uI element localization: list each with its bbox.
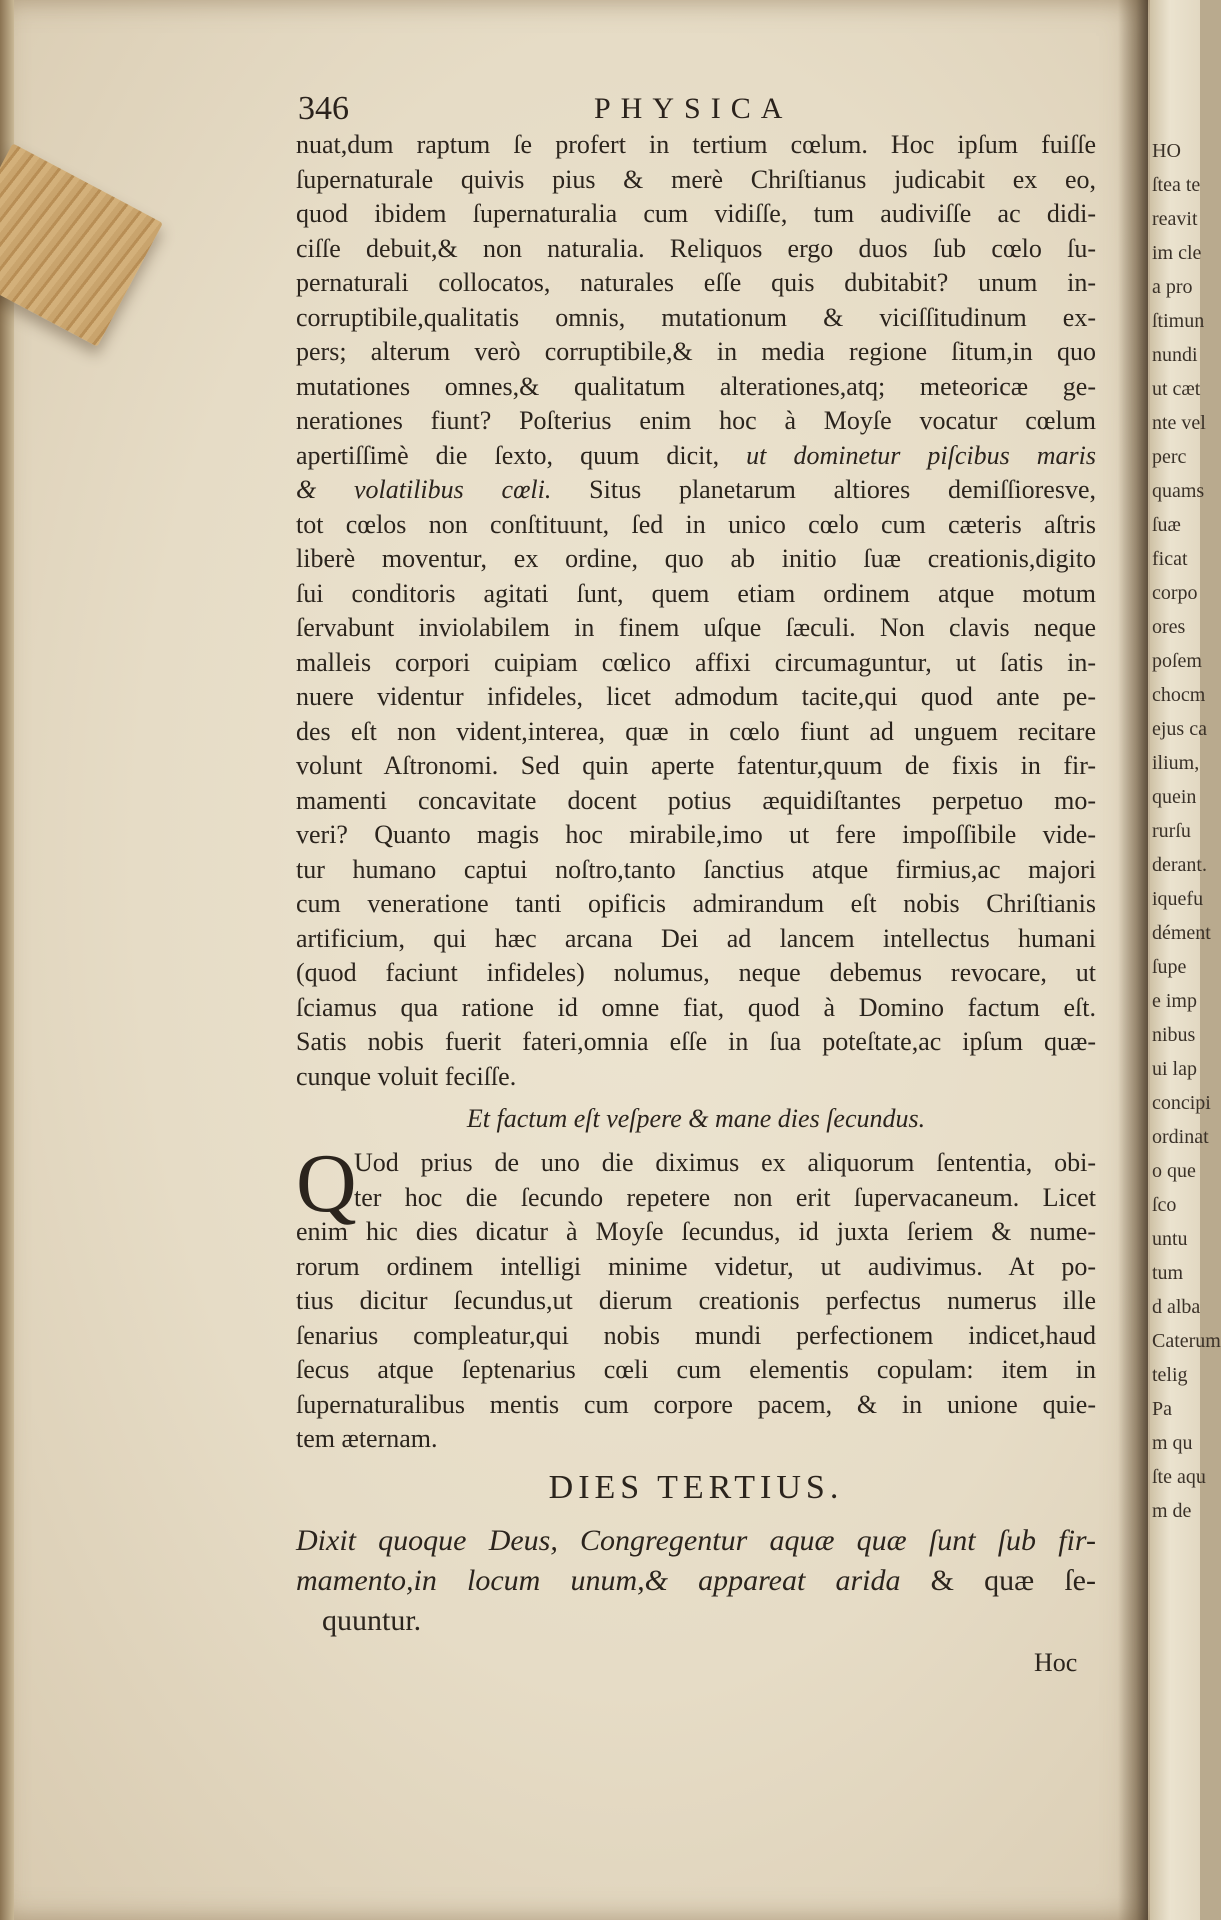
- text-line: liberè moventur, ex ordine, quo ab initio ſuæ creationis,digito: [296, 544, 1096, 573]
- text-line: des eſt non vident,interea, quæ in cœlo fiunt ad unguem recitare: [296, 716, 1096, 746]
- main-text: [296, 128, 1096, 1641]
- text-line: mutationes omnes,& qualitatum alterationes,atq; meteoricæ ge-: [296, 371, 1096, 401]
- next-page-fragment: perc: [1152, 446, 1187, 468]
- next-page-fragment: quein: [1152, 786, 1197, 808]
- text-line: mamenti concavitate docent potius æquidiſtantes perpetuo mo-: [296, 785, 1096, 815]
- binding-gutter: [1118, 0, 1148, 1920]
- text-line: nuere videntur infideles, licet admodum tacite,qui quod ante pe-: [296, 682, 1096, 711]
- next-page-fragment: e imp: [1152, 990, 1197, 1012]
- next-page-fragment: ficat: [1152, 548, 1188, 570]
- next-page-fragment: o que: [1152, 1160, 1196, 1182]
- paragraph-2-opening: [296, 1146, 1096, 1215]
- next-page-fragment: ordinat: [1152, 1126, 1209, 1148]
- next-page-fragment: reavit: [1152, 208, 1198, 230]
- next-page-fragment: ui lap: [1152, 1058, 1197, 1080]
- next-page-fragment: quams: [1152, 480, 1205, 502]
- text-line: pers; alterum verò corruptibile,& in media regione ſitum,in quo: [296, 337, 1096, 366]
- text-line: tem æternam.: [296, 1424, 438, 1453]
- text-line: ſciamus qua ratione id omne fiat, quod à Domino factum eſt.: [296, 992, 1096, 1022]
- next-page-fragment: ores: [1152, 616, 1186, 638]
- running-head: PHYSICA: [594, 92, 793, 125]
- text-line: cunque voluit feciſſe.: [296, 1061, 517, 1091]
- next-page-fragment: a pro: [1152, 276, 1193, 298]
- text-line: tot cœlos non conſtituunt, ſed in unico cœlo cum cæteris aſtris: [296, 509, 1096, 539]
- text-line: ſervabunt inviolabilem in finem uſque ſæculi. Non clavis neque: [296, 613, 1096, 642]
- next-page-fragment: rurſu: [1152, 820, 1191, 842]
- text-line: enim hic dies dicatur à Moyſe ſecundus, id juxta ſeriem & nume-: [296, 1217, 1096, 1246]
- paragraph-1: [296, 128, 1096, 439]
- next-page-fragment: HO: [1152, 140, 1181, 162]
- text-line: Satis nobis fuerit fateri,omnia eſſe in ſua poteſtate,ac ipſum quæ-: [296, 1027, 1096, 1056]
- text-line: volunt Aſtronomi. Sed quin aperte fatentur,quum de fixis in fir-: [296, 751, 1096, 780]
- next-page-fragment: tum: [1152, 1262, 1184, 1284]
- next-page-fragment: dément: [1152, 922, 1211, 944]
- text-line: apertiſſimè die ſexto, quum dicit, ut dominetur piſcibus maris: [296, 440, 1097, 470]
- next-page-fragment: ſupe: [1152, 956, 1187, 978]
- next-page-fragment: Caterum: [1152, 1330, 1221, 1352]
- verse-line: mamento,in locum unum,& appareat arida & quæ ſe-: [296, 1563, 1096, 1597]
- verse-line: quuntur.: [322, 1603, 422, 1637]
- text-line: & volatilibus cœli. Situs planetarum altiores demiſſioresve,: [296, 475, 1096, 504]
- next-page-fragment: iquefu: [1152, 888, 1204, 910]
- next-page-fragment: poſem: [1152, 650, 1202, 672]
- catchword: Hoc: [1034, 1648, 1078, 1677]
- text-line: ciſſe debuit,& non naturalia. Reliquos ergo duos ſub cœlo ſu-: [296, 233, 1096, 263]
- text-line: ſecus atque ſeptenarius cœli cum elementis copulam: item in: [296, 1355, 1096, 1384]
- bookmark-ribbon: [0, 143, 163, 346]
- text-line: artificium, qui hæc arcana Dei ad lancem intellectus humani: [296, 923, 1096, 953]
- next-page-fragment: ſco: [1152, 1194, 1177, 1216]
- next-page-fragment: nibus: [1152, 1024, 1196, 1046]
- next-page-fragment: chocm: [1152, 684, 1206, 706]
- next-page-fragment: ut cæt: [1152, 378, 1201, 400]
- next-page-fragment: untu: [1152, 1228, 1188, 1250]
- next-page-fragment: ſtimun: [1152, 310, 1205, 332]
- text-line: nuat,dum raptum ſe profert in tertium cœlum. Hoc ipſum fuiſſe: [296, 130, 1096, 159]
- page-number: 346: [298, 90, 349, 127]
- text-line: ſenarius compleatur,qui nobis mundi perfectionem indicet,haud: [296, 1320, 1096, 1350]
- text-line: Uod prius de uno die diximus ex aliquorum ſententia, obi-: [354, 1148, 1096, 1177]
- next-page-fragment: ſuæ: [1152, 514, 1181, 536]
- paragraph-1-continued: [296, 508, 1096, 1095]
- text-line: quod ibidem ſupernaturalia cum vidiſſe, tum audiviſſe ac didi-: [296, 199, 1096, 228]
- day-two-heading: Et factum eſt veſpere & mane dies ſecundus.: [466, 1104, 926, 1133]
- next-page-fragment: ejus ca: [1152, 718, 1207, 740]
- next-page-fragment: m qu: [1152, 1432, 1193, 1454]
- next-page-fragment: telig: [1152, 1364, 1188, 1386]
- text-line: tur humano captui noſtro,tanto ſanctius atque firmius,ac majori: [296, 854, 1096, 884]
- next-page-fragment: nte vel: [1152, 412, 1206, 434]
- next-page-fragment: ſte aqu: [1152, 1466, 1206, 1488]
- text-line: malleis corpori cuipiam cœlico affixi circumaguntur, ut ſatis in-: [296, 647, 1096, 677]
- next-page-fragment: d alba: [1152, 1296, 1201, 1318]
- next-page-fragment: concipi: [1152, 1092, 1211, 1114]
- text-line: tius dicitur ſecundus,ut dierum creationis perfectus numerus ille: [296, 1286, 1096, 1315]
- next-page-fragment: nundi: [1152, 344, 1198, 366]
- text-line: ſupernaturale quivis pius & merè Chriſtianus judicabit ex eo,: [296, 164, 1096, 194]
- text-line: pernaturali collocatos, naturales eſſe quis dubitabit? unum in-: [296, 268, 1096, 297]
- text-line: ter hoc die ſecundo repetere non erit ſupervacaneum. Licet: [354, 1182, 1096, 1212]
- text-line: corruptibile,qualitatis omnis, mutationum & viciſſitudinum ex-: [296, 302, 1096, 332]
- paragraph-2-body: [296, 1215, 1096, 1457]
- text-line: nerationes fiunt? Poſterius enim hoc à Moyſe vocatur cœlum: [296, 406, 1096, 435]
- text-line: ſui conditoris agitati ſunt, quem etiam ordinem atque motum: [296, 578, 1096, 608]
- next-page-fragment: m de: [1152, 1500, 1192, 1522]
- next-page-fragment: ſtea te: [1152, 174, 1201, 196]
- next-page-fragment: derant.: [1152, 854, 1207, 876]
- next-page-fragment: ilium,: [1152, 752, 1200, 774]
- next-page-edge: [1150, 0, 1221, 1920]
- verse-line: Dixit quoque Deus, Congregentur aquæ quæ ſunt ſub fir-: [296, 1523, 1096, 1557]
- text-line: rorum ordinem intelligi minime videtur, ut audivimus. At po-: [296, 1251, 1096, 1281]
- next-page-fragment: Pa: [1152, 1398, 1172, 1420]
- section-title: DIES TERTIUS.: [548, 1468, 844, 1506]
- text-line: (quod faciunt infideles) nolumus, neque debemus revocare, ut: [296, 958, 1096, 987]
- text-line: cum veneratione tanti opificis admirandum eſt nobis Chriſtianis: [296, 889, 1096, 918]
- text-line: veri? Quanto magis hoc mirabile,imo ut fere impoſſibile vide-: [296, 820, 1096, 849]
- next-page-fragment: corpo: [1152, 582, 1198, 604]
- text-line: ſupernaturalibus mentis cum corpore pacem, & in unione quie-: [296, 1389, 1096, 1419]
- paragraph-2: [296, 1137, 1096, 1457]
- next-page-fragment: im cle: [1152, 242, 1202, 264]
- drop-cap-letter: Q: [296, 1137, 357, 1230]
